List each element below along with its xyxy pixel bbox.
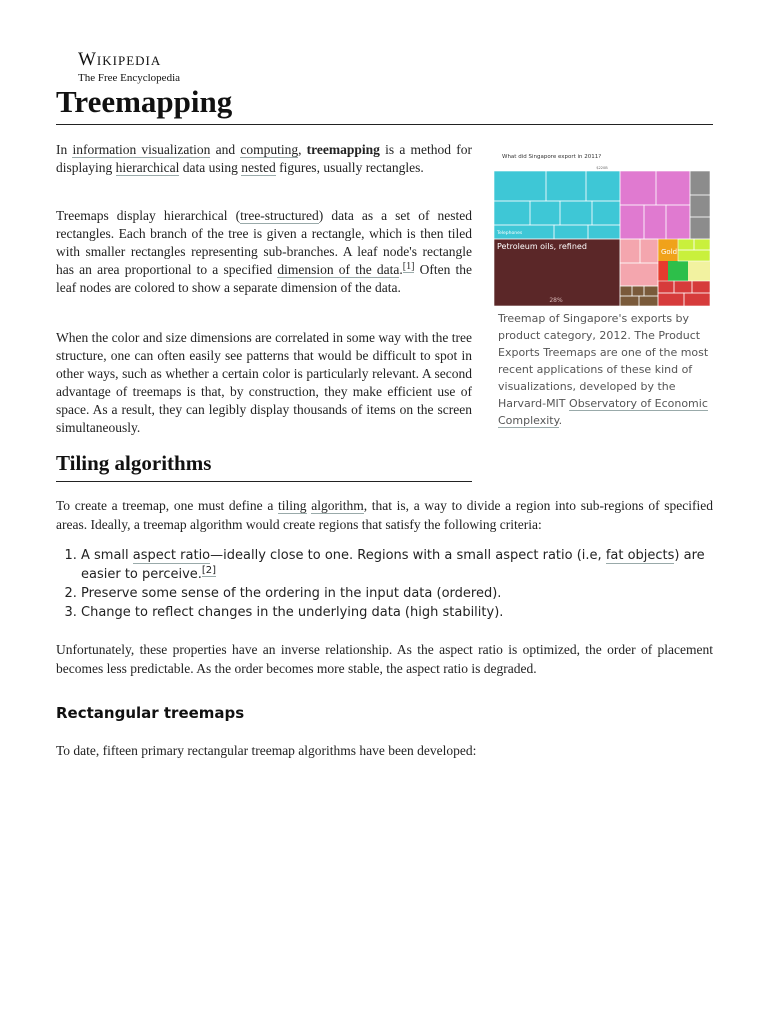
text: Treemap of Singapore's exports by product category, 2012. The Product Exports Treemaps are one of the most recent applications of these kind of visualizations, developed by the Harvard-MIT [498,312,709,410]
list-item: 3. Change to reflect changes in the underlying data (high stability). [81,603,721,622]
text: To create a treemap, one must define a [56,498,278,513]
text: Often the leaf nodes are colored to show a separate dimension of the data. [56,262,472,296]
rectangular-paragraph: To date, fifteen primary rectangular treemap algorithms have been developed: [56,743,477,758]
text: ) data as a set of nested rectangles. Each branch of the tree is given a rectangle, which is then tiled with smaller rectangles representing sub-branches. A leaf node's rectangle has an area proportional to a specified [56,208,472,278]
text: A small [81,548,133,563]
treemap-image[interactable] [494,149,710,309]
intro-paragraph-3: When the color and size dimensions are correlated in some way with the tree structure, one can often easily see patterns that would be difficult to spot in other ways, such as whether a certain color is particularly relevant. A second advantage of treemaps is that, by construction, they make efficient use of space. As a result, they can legibly display thousands of items on the screen simultaneously. [56,330,472,436]
text: Treemaps display hierarchical ( [56,208,241,223]
infobox-figure [494,149,710,429]
section-divider [56,481,472,482]
link-dimension-of-the-data[interactable]: dimension of the data [277,262,400,278]
text: In [56,142,73,157]
link-observatory-of-economic-complexity[interactable]: Observatory of Economic Complexity [498,397,708,427]
reference-1[interactable]: [1] [402,260,415,272]
link-aspect-ratio[interactable]: aspect ratio [132,548,211,563]
logo-wordmark: Wikipedia [78,49,162,70]
bold-term: treemapping [306,142,380,157]
treemap-label-gold: Gold [661,248,678,256]
text: . [399,262,403,278]
criteria-list [62,546,721,622]
text: . [558,414,563,427]
text: ) are easier to perceive. [81,548,705,582]
treemap-total: $220B [596,166,608,170]
link-tree-structured[interactable]: tree-structured [240,208,319,223]
text: and [210,142,241,157]
wikipedia-logo[interactable] [78,50,180,84]
text: —ideally close to one. Regions with a small aspect ratio (i.e, [210,548,606,563]
link-nested[interactable]: nested [241,160,276,176]
tradeoff-paragraph: Unfortunately, these properties have an inverse relationship. As the aspect ratio is optimized, the order of placement becomes less predictable. As the order becomes more stable, the aspect ratio is degraded. [56,642,713,676]
page-title: Treemapping [56,84,233,119]
treemap-title: What did Singapore export in 2011? [502,154,602,160]
text: data using [179,160,242,176]
link-information-visualization[interactable]: information visualization [72,142,211,157]
link-algorithm[interactable]: algorithm [311,498,364,513]
list-item [81,546,721,584]
figure-caption [494,310,712,429]
link-hierarchical[interactable]: hierarchical [115,160,180,176]
intro-paragraph-2 [56,207,472,297]
subheading-rectangular-treemaps: Rectangular treemaps [56,704,245,722]
link-fat-objects[interactable]: fat objects [605,548,675,563]
title-divider [56,124,713,125]
treemap-label-petroleum: Petroleum oils, refined [497,242,587,251]
reference-2[interactable]: [2] [201,564,217,576]
logo-tagline: The Free Encyclopedia [78,72,181,84]
link-tiling[interactable]: tiling [278,498,307,513]
text: , [298,142,307,157]
text: figures, usually rectangles. [275,160,424,176]
list-item: 2. Preserve some sense of the ordering in the input data (ordered). [81,584,721,603]
tiling-paragraph [56,496,713,534]
text: is a method for displaying [56,142,473,176]
treemap-label-telephones: Telephones [497,231,523,236]
intro-paragraph-1 [56,141,472,177]
text: , that is, a way to divide a region into sub-regions of specified areas. Ideally, a treemap algorithm would create regions that satisfy the following criteria: [56,498,714,532]
section-heading-tiling-algorithms: Tiling algorithms [56,451,212,475]
link-computing[interactable]: computing [240,142,299,157]
treemap-label-percent: 28% [549,297,563,304]
